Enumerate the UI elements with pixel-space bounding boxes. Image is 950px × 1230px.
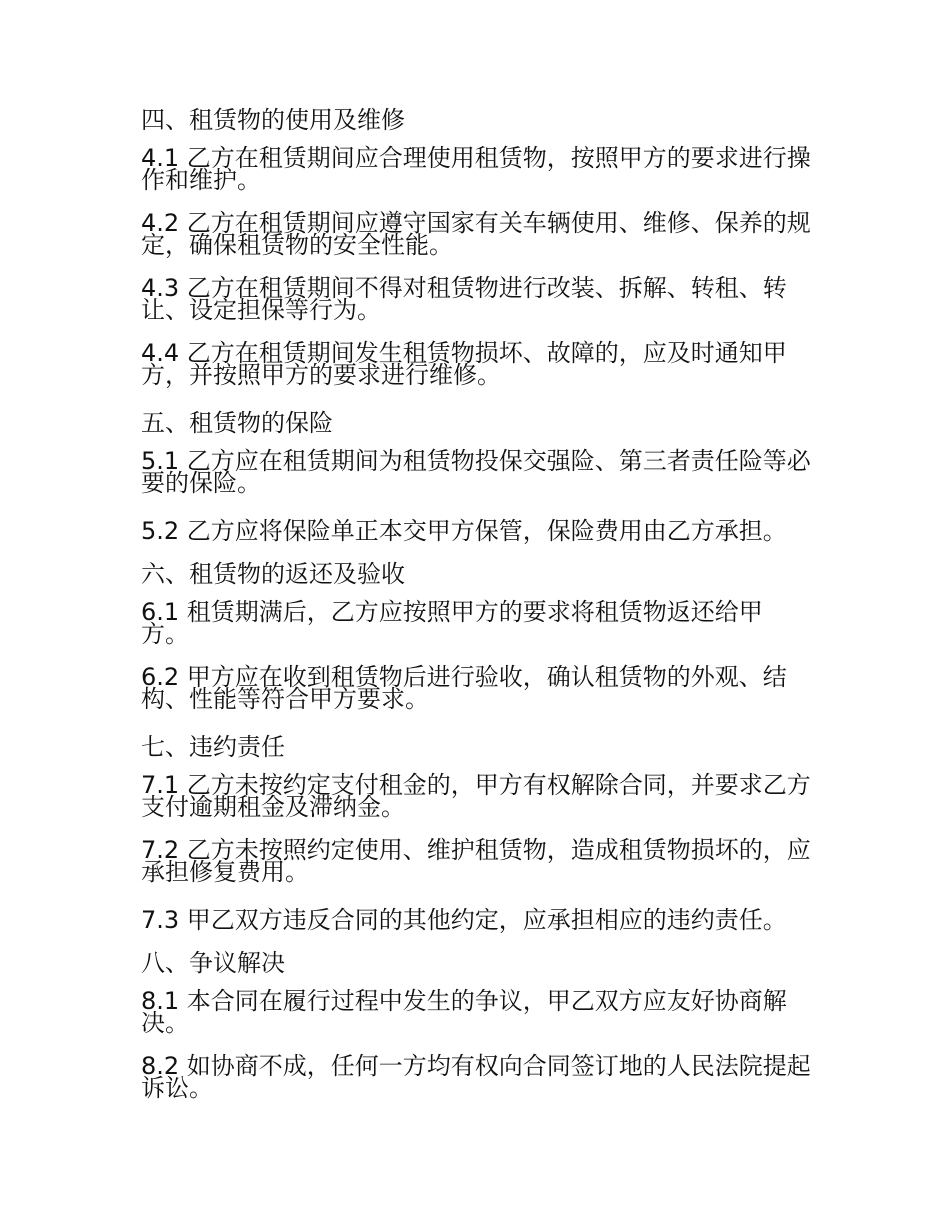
clause-6-1: 6.1 租赁期满后，乙方应按照甲方的要求将租赁物返还给甲方。	[141, 598, 763, 648]
clause-7-3: 7.3 甲乙双方违反合同的其他约定，应承担相应的违约责任。	[141, 906, 787, 934]
clause-8-2: 8.2 如协商不成，任何一方均有权向合同签订地的人民法院提起诉讼。	[141, 1052, 811, 1102]
clause-4-1: 4.1 乙方在租赁期间应合理使用租赁物，按照甲方的要求进行操作和维护。	[141, 144, 811, 194]
clause-7-1: 7.1 乙方未按约定支付租金的，甲方有权解除合同，并要求乙方支付逾期租金及滞纳金。	[141, 771, 811, 821]
clause-4-4: 4.4 乙方在租赁期间发生租赁物损坏、故障的，应及时通知甲方，并按照甲方的要求进行维修。	[141, 339, 787, 389]
section-6-heading: 六、租赁物的返还及验收	[141, 560, 405, 588]
clause-4-2: 4.2 乙方在租赁期间应遵守国家有关车辆使用、维修、保养的规定，确保租赁物的安全性能。	[141, 209, 811, 259]
clause-6-2: 6.2 甲方应在收到租赁物后进行验收，确认租赁物的外观、结构、性能等符合甲方要求。	[141, 663, 787, 713]
section-7-heading: 七、违约责任	[141, 733, 285, 761]
clause-4-3: 4.3 乙方在租赁期间不得对租赁物进行改装、拆解、转租、转让、设定担保等行为。	[141, 274, 787, 324]
clause-5-1: 5.1 乙方应在租赁期间为租赁物投保交强险、第三者责任险等必要的保险。	[141, 447, 811, 497]
clause-5-2: 5.2 乙方应将保险单正本交甲方保管，保险费用由乙方承担。	[141, 517, 787, 545]
clause-7-2: 7.2 乙方未按照约定使用、维护租赁物，造成租赁物损坏的，应承担修复费用。	[141, 836, 811, 886]
section-8-heading: 八、争议解决	[141, 949, 285, 977]
section-4-heading: 四、租赁物的使用及维修	[141, 106, 405, 134]
clause-8-1: 8.1 本合同在履行过程中发生的争议，甲乙双方应友好协商解决。	[141, 987, 787, 1037]
section-5-heading: 五、租赁物的保险	[141, 409, 333, 437]
document-body	[141, 104, 811, 1120]
